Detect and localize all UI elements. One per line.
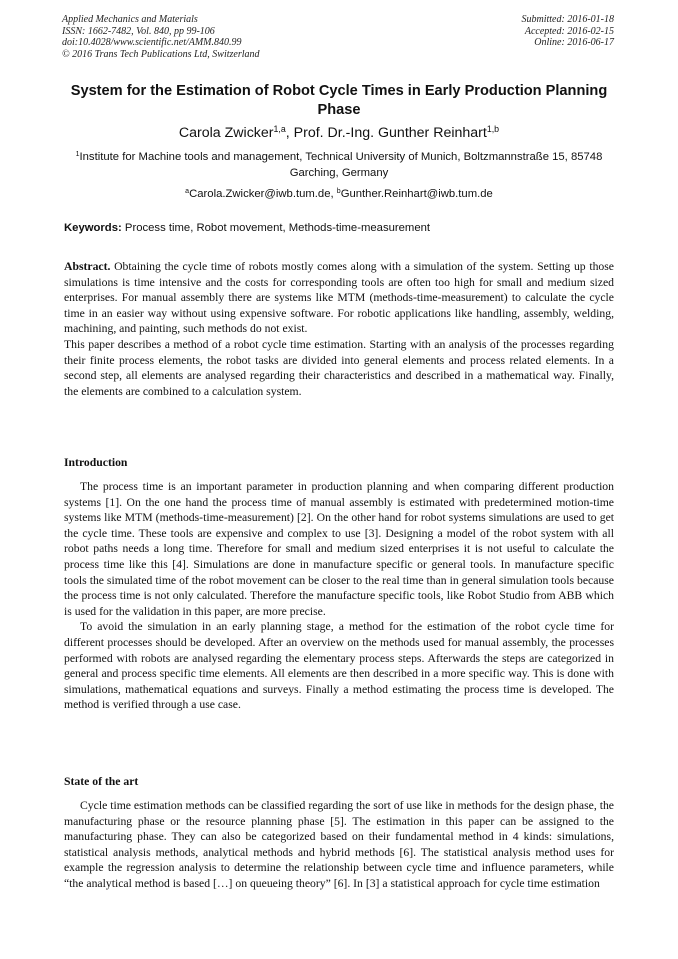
state-of-the-art-heading: State of the art — [64, 775, 139, 788]
affiliation-mark: 1 — [75, 151, 80, 159]
state-of-the-art-paragraph-1: Cycle time estimation methods can be classified regarding the sort of use like in methods for the design phase, the manufacturing phase or the resource planning phase [5]. The estimation in this paper can be assigned to the manufacturing phase. They can also be categorized based on their fundamental method in 4 kinds: simulations, statistical analysis methods, analytical methods and hybrid methods [6]. The statistical analysis method uses for example the regression analysis to determine the relationship between cycle time and influence parameters, while “the analytical method is based […] on queueing theory” [6]. In [3] a statistical approach for cycle time estimation — [64, 799, 614, 890]
affiliation — [64, 149, 614, 181]
abstract-label: Abstract. — [64, 260, 111, 273]
email-a[interactable]: Carola.Zwicker@iwb.tum.de — [189, 188, 331, 200]
state-of-the-art-body — [64, 798, 614, 892]
copyright: © 2016 Trans Tech Publications Ltd, Switzerland — [62, 48, 260, 60]
author-1: Carola Zwicker — [178, 125, 274, 141]
paper-title: System for the Estimation of Robot Cycle Times in Early Production Planning Phase — [70, 83, 608, 118]
author-2-affil: 1,b — [486, 124, 500, 135]
abstract-paragraph-1 — [64, 259, 614, 337]
emails — [64, 187, 614, 202]
keywords — [64, 221, 616, 236]
submitted-date: Submitted: 2016-01-18 — [521, 14, 614, 25]
email-b[interactable]: Gunther.Reinhart@iwb.tum.de — [340, 188, 493, 200]
affiliation-text: Institute for Machine tools and management, Technical University of Munich, Boltzmannstraße 15, 85748 Garching, Germany — [79, 151, 603, 179]
introduction-heading: Introduction — [64, 456, 128, 469]
journal-name: Applied Mechanics and Materials — [62, 14, 198, 25]
online-date: Online: 2016-06-17 — [534, 37, 614, 48]
introduction-paragraph-1: The process time is an important parameter in production planning and when comparing different production systems [1]. On the one hand the process time of manual assembly is estimated with predetermined motion-time systems like MTM (methods-time-measurement) [2]. On the other hand for robot systems simulations are used to get the cycle time. These tools are expensive and complex to use [3]. Designing a model of the robot system with all robot paths needs a long time. Therefore for small and medium sized enterprises it is not useful to calculate the process time like this [4]. Simulations are done in manufacture specific or general tools. In manufacture specific tools the simulated time of the robot movement can be closer to the real time than in general simulation tools because the process time is not only calculated. Therefore the manufacture specific tools, like Robot Studio from ABB which is used for the validation in this paper, are more precise. — [64, 480, 614, 618]
introduction-paragraph-2: To avoid the simulation in an early planning stage, a method for the estimation of the robot cycle time for different processes should be developed. After an overview on the methods used for manual assembly, the processes performed with robots are analysed regarding the elementary process steps. Afterwards the steps are categorized in general and process specific time elements. All elements are then described in a more specific way. This is done with simulations, mathematical equations and surveys. Finally a method estimating the process time is developed. The method is verified through a use case. — [64, 620, 614, 712]
authors — [60, 124, 618, 142]
author-1-affil: 1,a — [273, 124, 286, 135]
abstract — [64, 259, 614, 399]
dates-header — [522, 14, 615, 49]
email-a-mark: a — [185, 188, 190, 196]
email-separator: , — [330, 188, 337, 200]
author-separator: , — [285, 125, 294, 141]
issn: ISSN: 1662-7482, Vol. 840, pp 99-106 — [62, 25, 215, 37]
doi: doi:10.4028/www.scientific.net/AMM.840.99 — [62, 37, 242, 48]
introduction-body — [64, 479, 614, 713]
author-2: Prof. Dr.-Ing. Gunther Reinhart — [293, 125, 487, 141]
keywords-label: Keywords: — [64, 222, 122, 234]
journal-header — [62, 14, 260, 60]
abstract-paragraph-2: This paper describes a method of a robot cycle time estimation. Starting with an analysis of the processes regarding their finite process elements, the robot tasks are divided into general elements and process related elements. In a second step, all elements are analysed regarding their characteristics and described in a mathematical way. Finally, the elements are combined to a calculation system. — [64, 337, 614, 398]
accepted-date: Accepted: 2016-02-15 — [524, 25, 614, 37]
keywords-text: Process time, Robot movement, Methods-time-measurement — [121, 222, 431, 234]
email-b-mark: b — [336, 188, 341, 196]
abstract-text-1: Obtaining the cycle time of robots mostly comes along with a simulation of the system. Setting up those simulations is time intensive and the costs for corresponding tools are often too high for small and medium sized enterprises. For manual assembly there are systems like MTM (methods-time-measurement) to calculate the cycle time in an easier way without using expensive software. For robotic applications like handling, assembly, welding, machining, and painting, such methods do not exist. — [64, 260, 614, 336]
